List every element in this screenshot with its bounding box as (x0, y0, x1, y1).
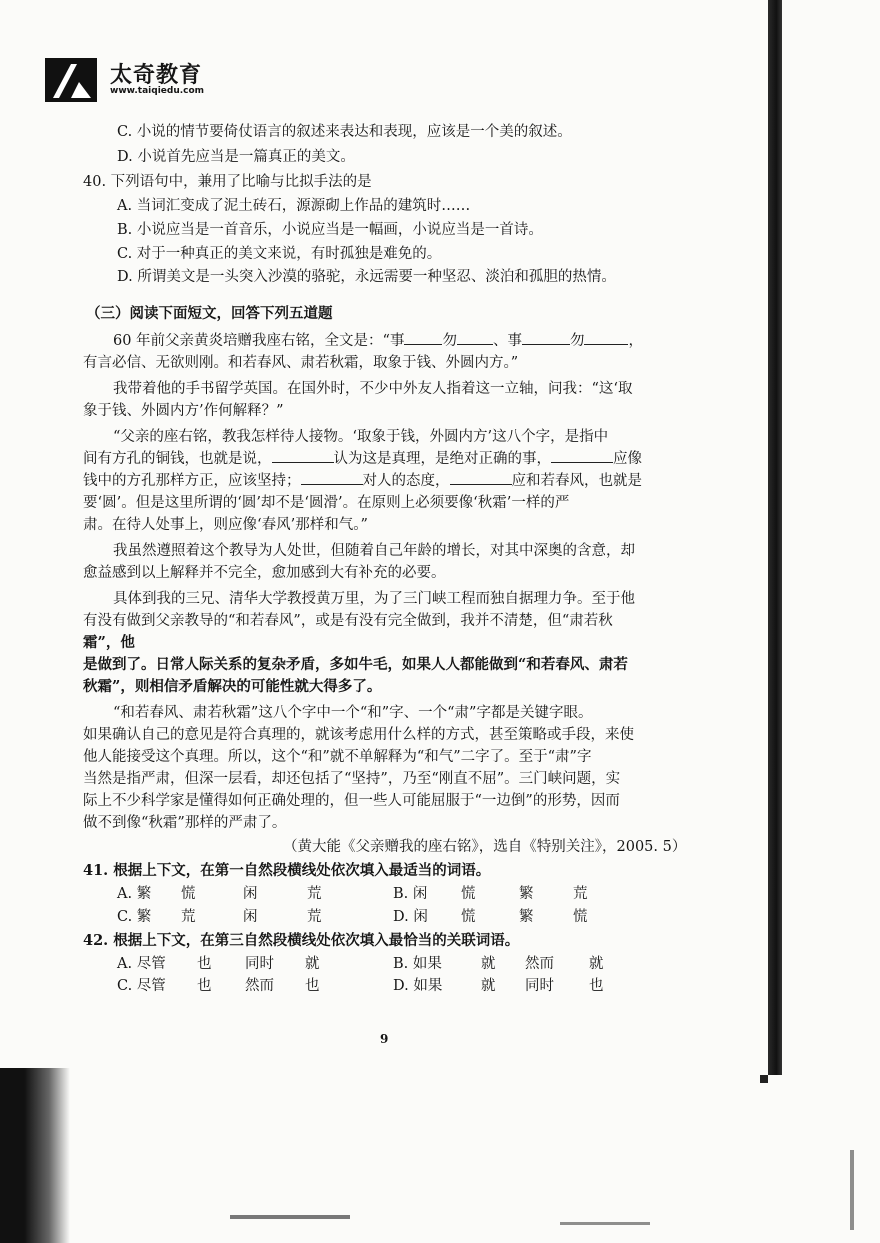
option-word: C. 繁 (117, 909, 152, 925)
option-word: 也 (197, 956, 212, 972)
passage-p4-line2: 愈益感到以上解释并不完全，愈加感到大有补充的必要。 (83, 565, 446, 581)
p1-text: ， (628, 333, 643, 349)
page-number: 9 (380, 1032, 389, 1046)
q40-option-b: B. 小说应当是一首音乐，小说应当是一幅画，小说应当是一首诗。 (117, 222, 543, 238)
fill-blank (584, 330, 628, 345)
q40-stem: 40. 下列语句中，兼用了比喻与比拟手法的是 (83, 174, 372, 190)
passage-p3-line2 (83, 448, 642, 470)
passage-p5-line1: 具体到我的三兄、清华大学教授黄万里，为了三门峡工程而独自据理力争。至于他 (113, 591, 635, 607)
q41-option-a (117, 883, 322, 905)
option-word: 荒 (573, 886, 588, 902)
p3-text: 对人的态度， (362, 473, 450, 489)
section-heading: （三）阅读下面短文，回答下列五道题 (86, 305, 333, 322)
taiqi-logo-icon (45, 58, 97, 102)
q40-option-c: C. 对于一种真正的美文来说，有时孤独是难免的。 (117, 246, 442, 262)
option-word: 同时 (525, 978, 554, 994)
option-word: 就 (481, 978, 496, 994)
passage-p5-line3: 霜”，他 (83, 634, 135, 651)
passage-p5-line4: 是做到了。日常人际关系的复杂矛盾，多如牛毛，如果人人都能做到“和若春风、肃若 (83, 656, 628, 673)
option-word: 也 (305, 978, 320, 994)
option-word: D. 如果 (393, 978, 443, 994)
passage-p6-line1: “和若春风、肃若秋霜”这八个字中一个“和”字、一个“肃”字都是关键字眼。 (113, 705, 593, 721)
q41-option-c (117, 906, 322, 928)
fill-blank (272, 448, 334, 463)
q40-option-a: A. 当词汇变成了泥土砖石，源源砌上作品的建筑时…… (117, 198, 471, 214)
scan-shadow-bottom-left (0, 1068, 70, 1243)
q40-option-d: D. 所谓美文是一头突入沙漠的骆驼，永远需要一种坚忍、淡泊和孤胆的热情。 (117, 269, 616, 285)
option-word: 就 (305, 956, 320, 972)
option-word: 闲 (243, 909, 258, 925)
passage-p3-line3 (83, 470, 642, 492)
q42-option-a (117, 953, 320, 975)
option-word: B. 闲 (393, 886, 428, 902)
option-word: 就 (589, 956, 604, 972)
passage-p3-line5: 肃。在待人处事上，则应像‘春风’那样和气。” (83, 517, 368, 533)
scan-speck (560, 1222, 650, 1225)
logo-name: 太奇教育 (110, 63, 203, 88)
option-word: 也 (589, 978, 604, 994)
scan-speck (760, 1075, 768, 1083)
passage-p6-line6: 做不到像“秋霜”那样的严肃了。 (83, 815, 287, 831)
passage-p6-line4: 当然是指严肃，但深一层看，却还包括了“坚持”，乃至“刚直不屈”。三门峡问题，实 (83, 771, 621, 787)
option-word: D. 闲 (393, 909, 428, 925)
option-word: 慌 (181, 886, 196, 902)
scan-speck (850, 1150, 854, 1230)
fill-blank (522, 330, 570, 345)
p3-text: 钱中的方孔那样方正，应该坚持； (83, 473, 301, 489)
option-word: A. 繁 (117, 886, 152, 902)
option-word: C. 尽管 (117, 978, 166, 994)
q41-option-d (393, 906, 588, 928)
passage-p3-line4: 要‘圆’。但是这里所谓的‘圆’却不是‘圆滑’。在原则上必须要像‘秋霜’一样的严 (83, 495, 570, 511)
option-word: 然而 (245, 978, 274, 994)
option-word: 荒 (181, 909, 196, 925)
scan-speck (230, 1215, 350, 1219)
option-word: 荒 (307, 909, 322, 925)
passage-p6-line5: 际上不少科学家是懂得如何正确处理的，但一些人可能屈服于“一边倒”的形势，因而 (83, 793, 620, 809)
option-word: 繁 (519, 886, 534, 902)
passage-p4-line1: 我虽然遵照着这个教导为人处世，但随着自己年龄的增长，对其中深奥的含意，却 (113, 543, 635, 559)
option-word: 也 (197, 978, 212, 994)
option-word: 然而 (525, 956, 554, 972)
option-word: 闲 (243, 886, 258, 902)
option-word: 繁 (519, 909, 534, 925)
passage-p1-line1 (113, 330, 643, 352)
option-word: 荒 (307, 886, 322, 902)
q42-stem: 42. 根据上下文，在第三自然段横线处依次填入最恰当的关联词语。 (83, 932, 520, 949)
passage-p3-line1: “父亲的座右铭，教我怎样待人接物。‘取象于钱，外圆内方’这八个字，是指中 (113, 429, 609, 445)
fill-blank (450, 470, 512, 485)
q39-option-d: D. 小说首先应当是一篇真正的美文。 (117, 149, 355, 165)
option-word: 慌 (573, 909, 588, 925)
fill-blank (457, 330, 493, 345)
q41-stem: 41. 根据上下文，在第一自然段横线处依次填入最适当的词语。 (83, 862, 491, 879)
passage-p5-line2: 有没有做到父亲教导的“和若春风”，或是有没有完全做到，我并不清楚，但“肃若秋 (83, 613, 613, 629)
fill-blank (301, 470, 363, 485)
scan-shadow-right (768, 0, 782, 1075)
passage-p2-line1: 我带着他的手书留学英国。在国外时，不少中外友人指着这一立轴，问我：“这‘取 (113, 381, 633, 397)
passage-p5-line5: 秋霜”，则相信矛盾解决的可能性就大得多了。 (83, 678, 382, 695)
p1-text: 60 年前父亲黄炎培赠我座右铭，全文是：“事 (113, 333, 405, 349)
p1-text: 勿 (569, 333, 585, 349)
option-word: 就 (481, 956, 496, 972)
q41-option-b (393, 883, 588, 905)
option-word: B. 如果 (393, 956, 442, 972)
passage-p6-line3: 他人能接受这个真理。所以，这个“和”就不单解释为“和气”二字了。至于“肃”字 (83, 749, 592, 765)
p1-text: 勿 (442, 333, 457, 349)
option-word: 慌 (461, 909, 476, 925)
passage-p2-line2: 象于钱、外圆内方’作何解释？” (83, 403, 284, 419)
fill-blank (404, 330, 442, 345)
fill-blank (551, 448, 613, 463)
q42-option-d (393, 975, 604, 997)
p3-text: 应像 (613, 451, 642, 467)
option-word: 同时 (245, 956, 274, 972)
q42-option-b (393, 953, 604, 975)
option-word: 慌 (461, 886, 476, 902)
passage-p1-line2: 有言必信、无欲则刚。和若春风、肃若秋霜，取象于钱、外圆内方。” (83, 355, 519, 371)
p3-text: 应和若春风，也就是 (511, 473, 642, 489)
option-word: A. 尽管 (117, 956, 166, 972)
p1-text: 、事 (492, 333, 522, 349)
q42-option-c (117, 975, 320, 997)
passage-source: （黄大能《父亲赠我的座右铭》，选自《特别关注》，2005. 5） (283, 839, 687, 855)
p3-text: 间有方孔的铜钱，也就是说， (83, 451, 272, 467)
q39-option-c: C. 小说的情节要倚仗语言的叙述来表达和表现，应该是一个美的叙述。 (117, 124, 572, 140)
logo-url: www.taiqiedu.com (110, 86, 205, 96)
p3-text: 认为这是真理，是绝对正确的事， (333, 451, 551, 467)
passage-p6-line2: 如果确认自己的意见是符合真理的，就该考虑用什么样的方式，甚至策略或手段，来使 (83, 727, 634, 743)
